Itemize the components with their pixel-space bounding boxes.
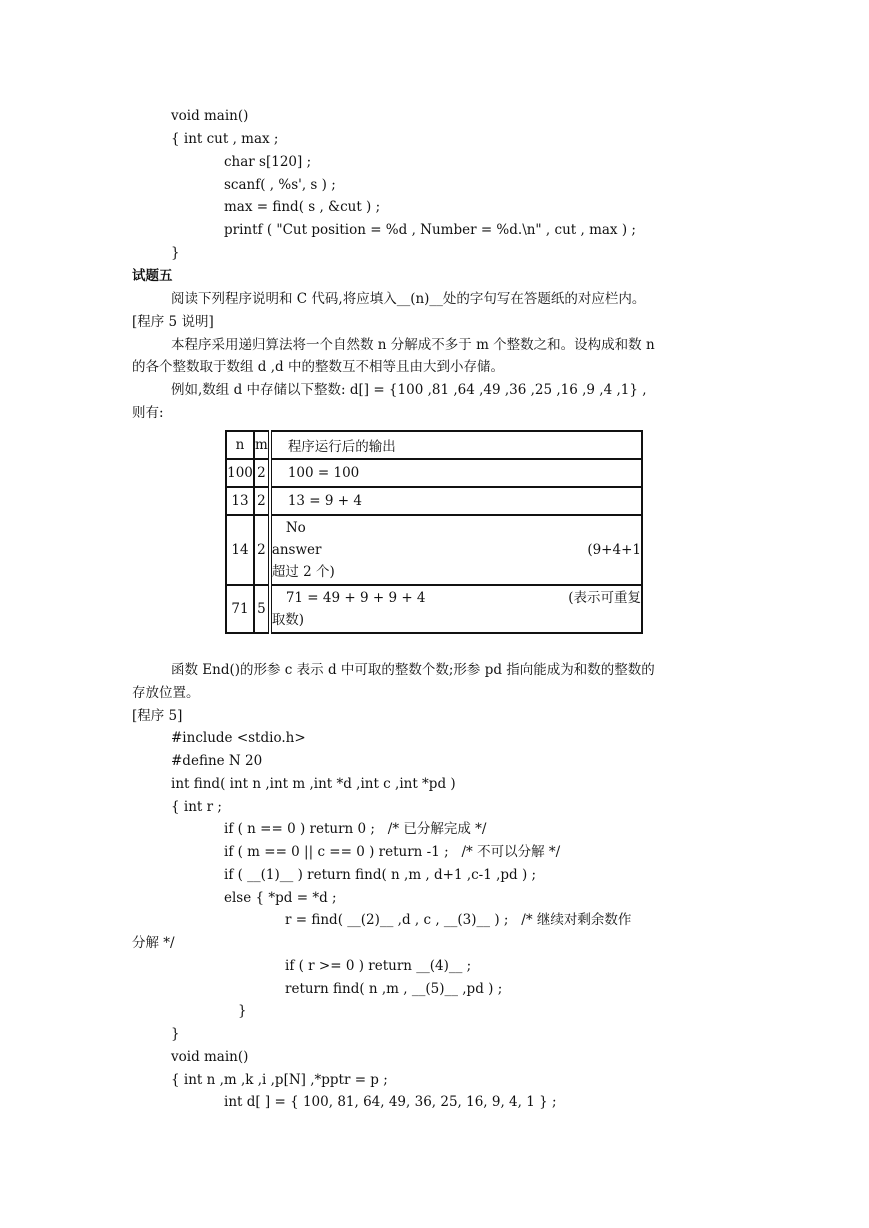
table-row xyxy=(226,515,642,585)
example-text: 例如,数组 d 中存储以下整数: d[] = {100 ,81 ,64 ,49 ,36 ,25 ,16 ,9 ,4 ,1} , xyxy=(171,382,647,398)
cell-n: 71 xyxy=(226,585,254,633)
code-line: { int cut , max ; xyxy=(171,131,279,147)
output-line xyxy=(272,587,641,609)
code-line: scanf( , %s', s ) ; xyxy=(224,177,336,193)
code-line: { int r ; xyxy=(171,799,222,815)
code-line: if ( n == 0 ) return 0 ; /* 已分解完成 */ xyxy=(224,821,487,837)
description-label: [程序 5 说明] xyxy=(132,314,214,330)
result-table xyxy=(225,430,643,634)
code-line: if ( r >= 0 ) return __(4)__ ; xyxy=(285,958,472,974)
code-line: } xyxy=(238,1003,247,1019)
code-line: else { *pd = *d ; xyxy=(224,890,337,906)
cell-m: 2 xyxy=(254,515,270,585)
table-row xyxy=(226,585,642,633)
code-line: #define N 20 xyxy=(171,753,263,769)
instruction-text: 阅读下列程序说明和 C 代码,将应填入__(n)__处的字句写在答题纸的对应栏内。 xyxy=(171,291,646,307)
cell-n: 13 xyxy=(226,487,254,515)
table-row xyxy=(226,459,642,487)
code-line: } xyxy=(171,245,180,261)
cell-output: 13 = 9 + 4 xyxy=(270,487,642,515)
header-n: n xyxy=(226,431,254,459)
cell-output xyxy=(270,585,642,633)
code-line: return find( n ,m , __(5)__ ,pd ) ; xyxy=(285,981,503,997)
code-line: void main() xyxy=(171,1049,249,1065)
cell-m: 5 xyxy=(254,585,270,633)
table-header-row xyxy=(226,431,642,459)
code-line: #include <stdio.h> xyxy=(171,730,306,746)
code-line: 分解 */ xyxy=(132,935,175,951)
function-description: 存放位置。 xyxy=(132,685,200,701)
code-line: max = find( s , &cut ) ; xyxy=(224,199,381,215)
code-line: } xyxy=(171,1026,180,1042)
code-line: { int n ,m ,k ,i ,p[N] ,*pptr = p ; xyxy=(171,1072,388,1088)
code-line: if ( __(1)__ ) return find( n ,m , d+1 ,c-1 ,pd ) ; xyxy=(224,867,537,883)
function-description: 函数 End()的形参 c 表示 d 中可取的整数个数;形参 pd 指向能成为和数的整数的 xyxy=(171,662,655,678)
code-line: r = find( __(2)__ ,d , c , __(3)__ ) ; /* 继续对剩余数作 xyxy=(285,912,632,928)
code-line: void main() xyxy=(171,108,249,124)
cell-output xyxy=(270,515,642,585)
description-text: 本程序采用递归算法将一个自然数 n 分解成不多于 m 个整数之和。设构成和数 n xyxy=(171,337,655,353)
program-label: [程序 5] xyxy=(132,708,183,724)
header-output: 程序运行后的输出 xyxy=(270,431,642,459)
output-line: 超过 2 个) xyxy=(271,564,335,580)
code-line: char s[120] ; xyxy=(224,154,312,170)
cell-n: 100 xyxy=(226,459,254,487)
description-text: 的各个整数取于数组 d ,d 中的整数互不相等且由大到小存储。 xyxy=(132,359,504,375)
output-text: answer xyxy=(271,542,322,558)
table-row xyxy=(226,487,642,515)
cell-m: 2 xyxy=(254,459,270,487)
code-line: if ( m == 0 || c == 0 ) return -1 ; /* 不可以分解 */ xyxy=(224,844,561,860)
cell-output: 100 = 100 xyxy=(270,459,642,487)
output-text: 71 = 49 + 9 + 9 + 4 xyxy=(285,590,426,606)
cell-n: 14 xyxy=(226,515,254,585)
header-m: m xyxy=(254,431,270,459)
output-line xyxy=(272,539,641,561)
example-text: 则有: xyxy=(132,405,164,421)
section-title: 试题五 xyxy=(132,268,173,284)
output-line: 取数) xyxy=(271,612,305,628)
output-line: No xyxy=(285,520,306,536)
code-line: int d[ ] = { 100, 81, 64, 49, 36, 25, 16, 9, 4, 1 } ; xyxy=(224,1094,557,1110)
cell-m: 2 xyxy=(254,487,270,515)
output-note: (表示可重复 xyxy=(568,590,641,606)
code-line: printf ( "Cut position = %d , Number = %d.\n" , cut , max ) ; xyxy=(224,222,636,238)
output-note: (9+4+1 xyxy=(587,542,641,558)
code-line: int find( int n ,int m ,int *d ,int c ,int *pd ) xyxy=(171,776,456,792)
